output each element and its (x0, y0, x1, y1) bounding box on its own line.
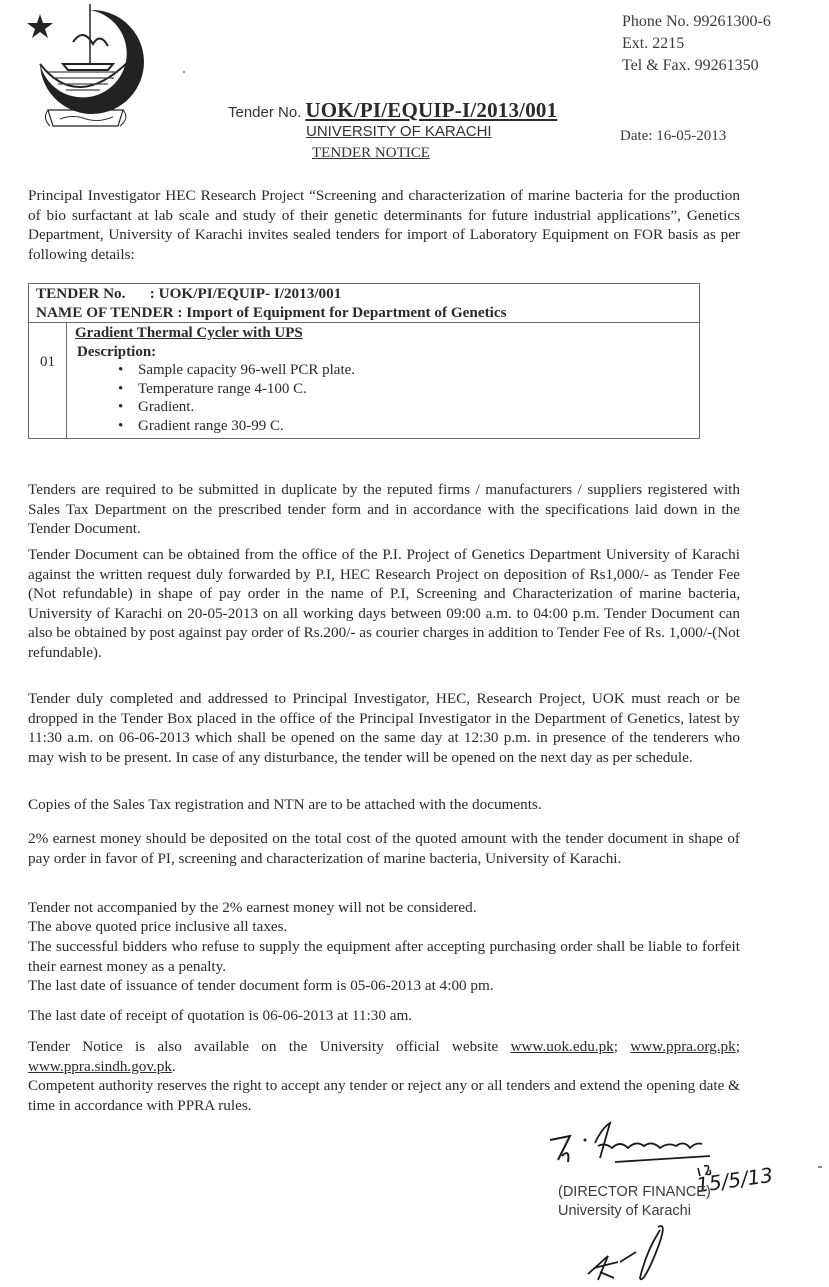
signatory-organization: University of Karachi (558, 1203, 691, 1219)
not-accompanied-line: Tender not accompanied by the 2% earnest money will not be considered. (28, 899, 477, 916)
description-label: Description: (77, 343, 157, 360)
notice-date: Date: 16-05-2013 (620, 128, 727, 144)
receipt-line: The last date of receipt of quotation is 06-06-2013 at 11:30 am. (28, 1007, 413, 1024)
uok-website-link[interactable]: www.uok.edu.pk (510, 1038, 614, 1055)
table-row (29, 323, 700, 439)
contact-info (622, 11, 771, 77)
scan-speck (818, 1166, 822, 1168)
obtaining-paragraph: Tender Document can be obtained from the office of the P.I. Project of Genetics Department University of Karachi against the written request duly forwarded by P.I, HEC Research Project on deposition of Rs1,000/- as Tender Fee (Not refundable) in shape of pay order in the name of P.I, Screening and Characterization of marine bacteria, University of Karachi on 20-05-2013 on all working days between 09:00 a.m. to 04:00 p.m. Tender Document can also be obtained by post against pay order of Rs.200/- as courier charges in addition to Tender Fee of Rs. 1,000/-(Not refundable). (28, 546, 740, 661)
issuance-line: The last date of issuance of tender document form is 05-06-2013 at 4:00 pm. (28, 977, 494, 994)
handwritten-date: 15/5/13 (694, 1162, 775, 1198)
tender-number-code: UOK/PI/EQUIP-I/2013/001 (305, 98, 558, 122)
tender-name-row: NAME OF TENDER : Import of Equipment for Department of Genetics (36, 303, 507, 321)
spec-item: • Gradient range 30-99 C. (118, 417, 691, 436)
spec-item: • Sample capacity 96-well PCR plate. (118, 361, 691, 380)
tel-fax: Tel & Fax. 99261350 (622, 57, 759, 74)
spec-item: • Gradient. (118, 398, 691, 417)
university-crest-logo-icon (18, 2, 148, 137)
table-header-row (29, 284, 700, 323)
item-details (67, 323, 700, 439)
copies-line: Copies of the Sales Tax registration and NTN are to be attached with the documents. (28, 796, 542, 813)
authority-paragraph: Competent authority reserves the right to accept any tender or reject any or all tenders and extend the opening date & time in accordance with PPRA rules. (28, 1077, 740, 1114)
item-title: Gradient Thermal Cycler with UPS (75, 325, 303, 341)
ppra-website-link[interactable]: www.ppra.org.pk (630, 1038, 736, 1055)
tender-no-row: TENDER No. : UOK/PI/EQUIP- I/2013/001 (36, 285, 342, 302)
university-heading: UNIVERSITY OF KARACHI (306, 123, 492, 140)
taxes-line: The above quoted price inclusive all taxes. (28, 918, 288, 935)
signatory-title: (DIRECTOR FINANCE) (558, 1184, 711, 1200)
tender-spec-table (28, 283, 700, 439)
spec-list (75, 361, 691, 435)
item-number: 01 (29, 323, 67, 439)
intro-paragraph: Principal Investigator HEC Research Project “Screening and characterization of marine bacteria for the production of bio surfactant at lab scale and study of their genetic determinants for future industrial applications”, Genetics Department, University of Karachi invites sealed tenders for import of Laboratory Equipment on FOR basis as per following details: (28, 187, 740, 263)
tender-number-label: Tender No. (228, 104, 302, 121)
extension: Ext. 2215 (622, 35, 685, 52)
handwritten-initials-icon (580, 1222, 690, 1282)
earnest-paragraph: 2% earnest money should be deposited on the total cost of the quoted amount with the tender document in shape of pay order in favor of PI, screening and characterization of marine bacteria, University of Karachi. (28, 830, 740, 867)
table-header-cell (29, 284, 700, 323)
spec-item: • Temperature range 4-100 C. (118, 380, 691, 399)
dropping-paragraph: Tender duly completed and addressed to Principal Investigator, HEC, Research Project, UOK must reach or be dropped in the Tender Box placed in the office of the Principal Investigator in the Department of Genetics, latest by 11:30 a.m. on 06-06-2013 which shall be opened on the same day at 12:30 p.m. in presence of the tenderers who may wish to be present. In case of any disturbance, the tender will be opened on the next day as per schedule. (28, 690, 740, 766)
availability-paragraph: Tender Notice is also available on the University official website www.uok.edu.pk; www.ppra.org.pk; www.ppra.sindh.gov.pk. (28, 1038, 740, 1075)
scan-speck (183, 71, 185, 73)
penalty-paragraph: The successful bidders who refuse to supply the equipment after accepting purchasing order shall be liable to forfeit their earnest money as a penalty. (28, 938, 740, 975)
phone-number: Phone No. 99261300-6 (622, 13, 771, 30)
tender-number-heading (228, 98, 557, 123)
notice-title: TENDER NOTICE (312, 145, 430, 161)
submission-paragraph: Tenders are required to be submitted in duplicate by the reputed firms / manufacturers / suppliers registered with Sales Tax Department on the prescribed tender form and in accordance with the specifications laid down in the Tender Document. (28, 481, 740, 537)
ppra-sindh-website-link[interactable]: www.ppra.sindh.gov.pk (28, 1057, 172, 1075)
